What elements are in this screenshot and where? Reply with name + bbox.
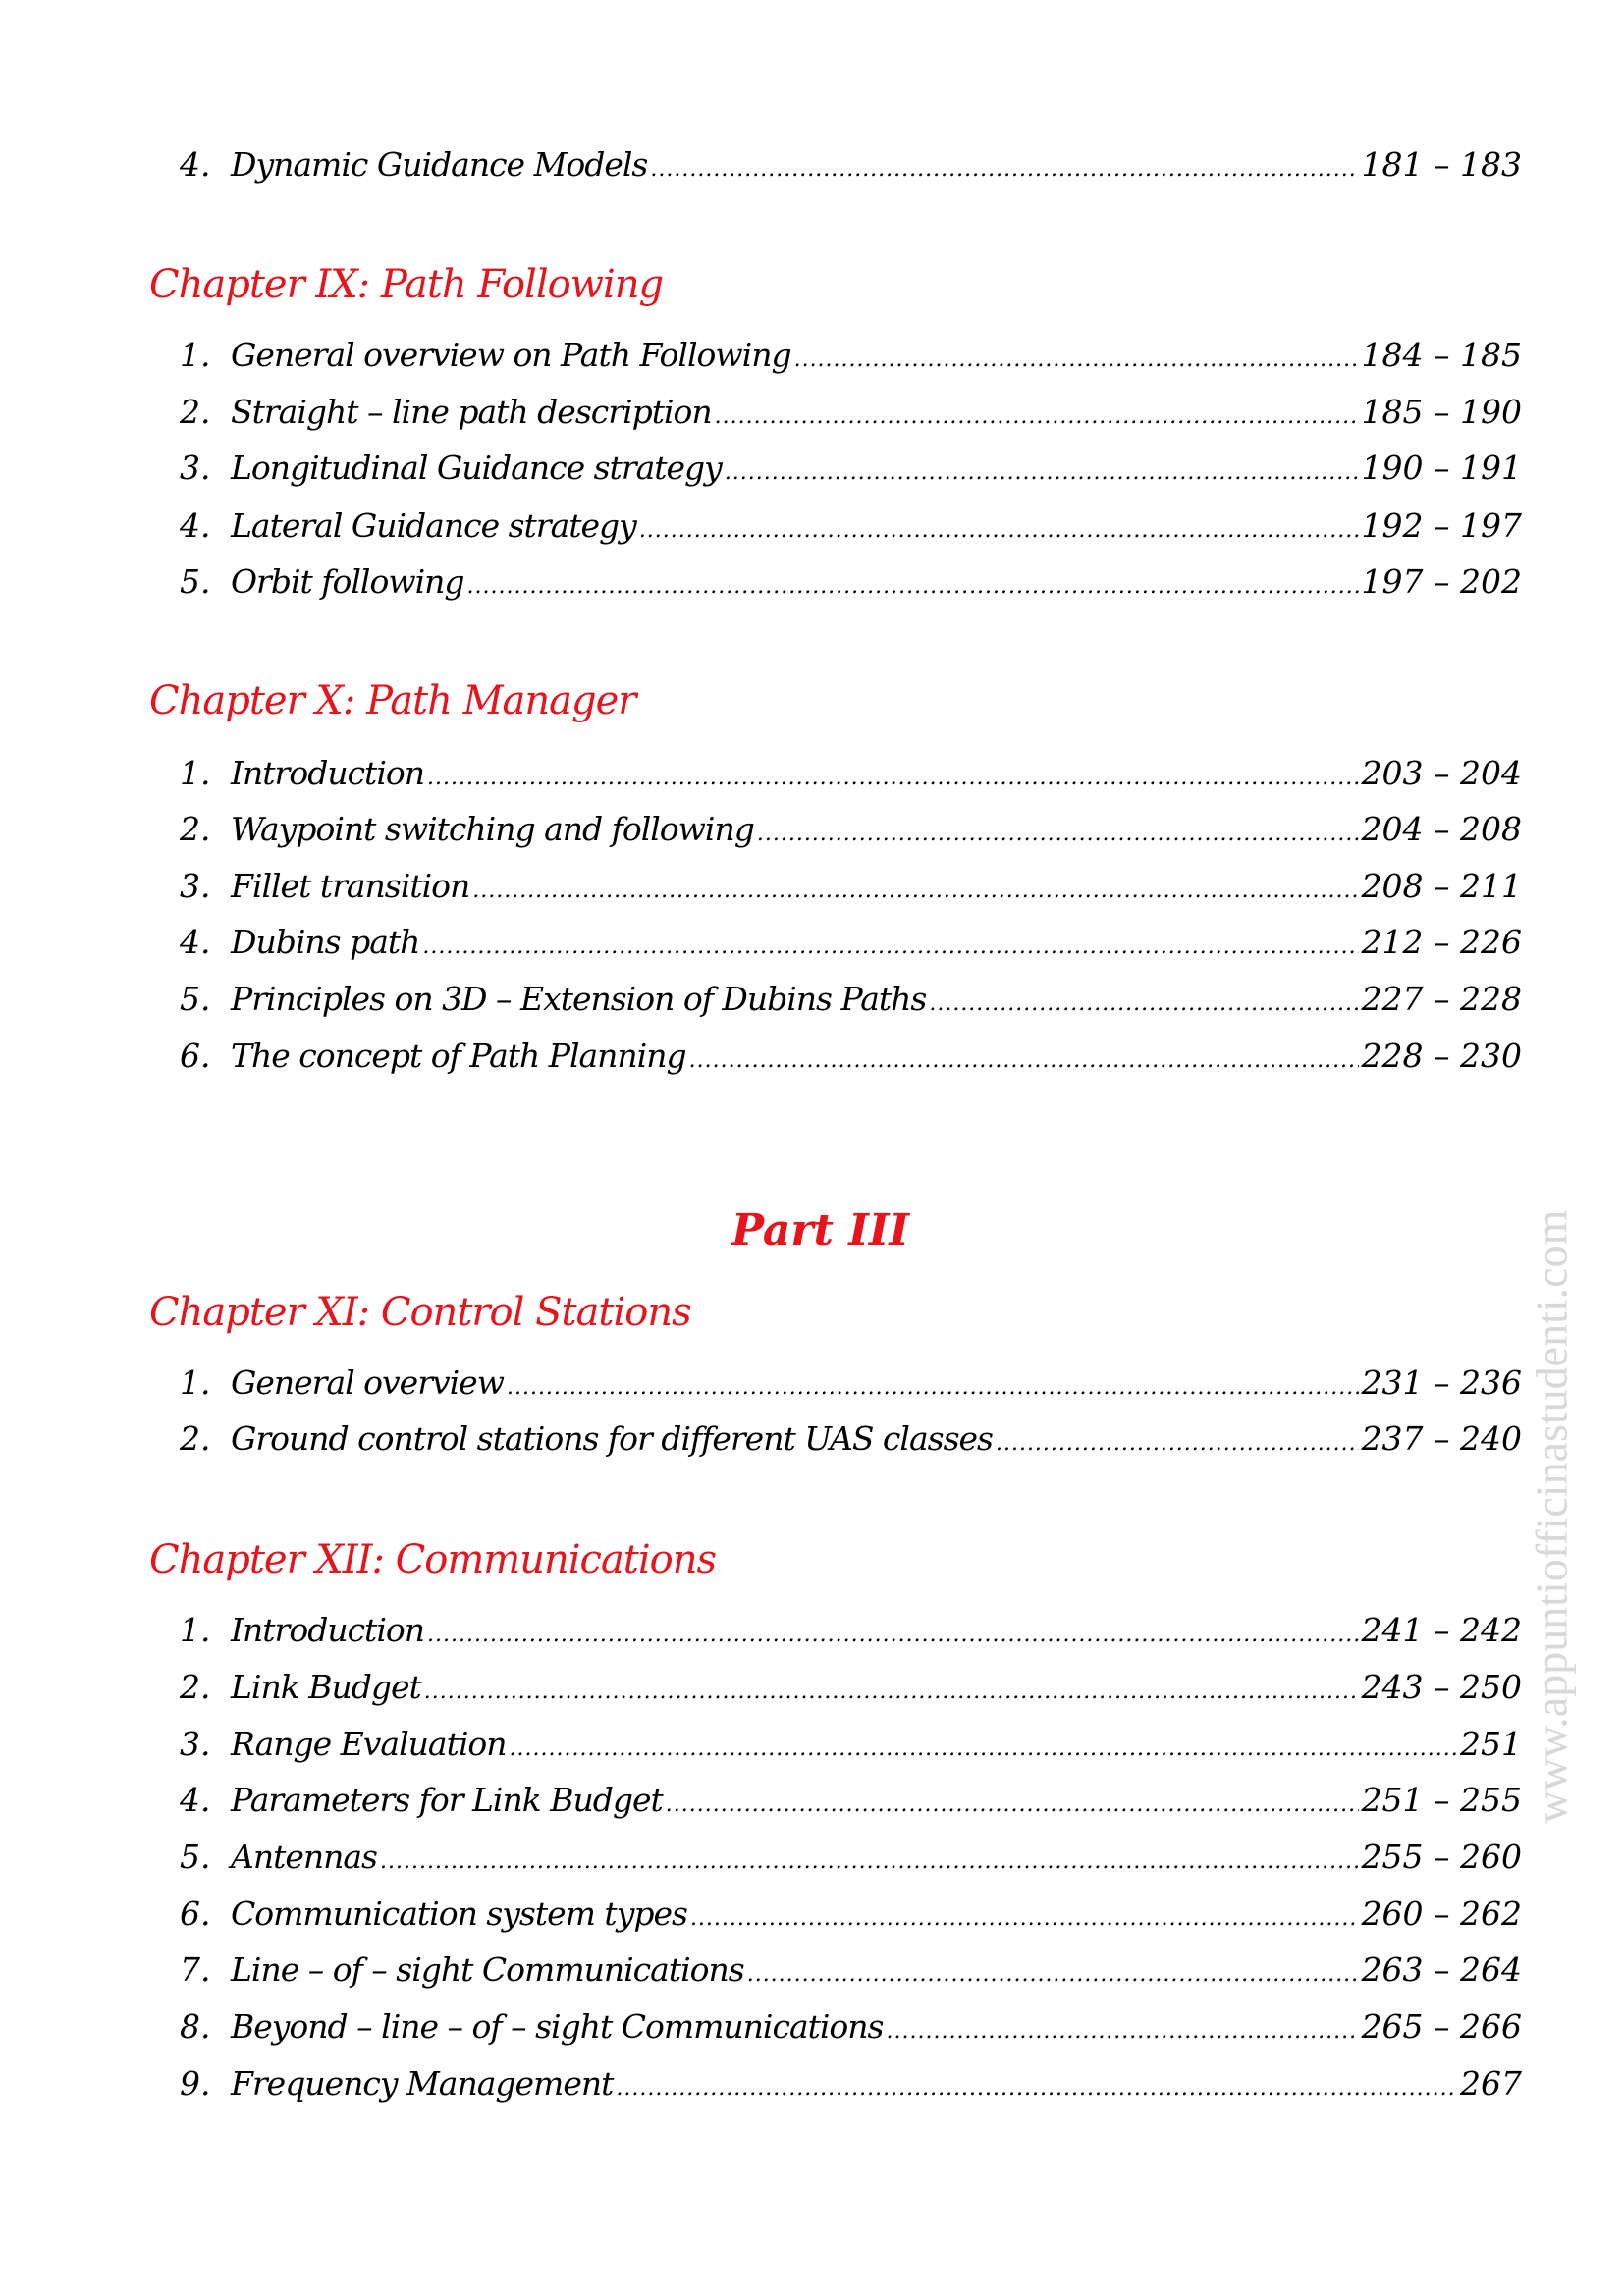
- entry-title: Ground control stations for different UAS classes: [231, 1419, 993, 1458]
- entry-pages: 228 – 230: [1361, 1037, 1522, 1075]
- entry-pages: 251 – 255: [1361, 1781, 1522, 1819]
- dot-leader: [380, 1838, 1359, 1887]
- toc-entry[interactable]: [180, 975, 1522, 1024]
- watermark-text: www.appuntiofficinastudenti.com: [1526, 1209, 1577, 1824]
- dot-leader: [689, 1037, 1359, 1086]
- entry-title: Waypoint switching and following: [231, 810, 754, 848]
- entry-number: 9.: [180, 2064, 211, 2103]
- toc-entry[interactable]: [180, 331, 1522, 380]
- dot-leader: [650, 145, 1358, 194]
- entry-pages: 197 – 202: [1361, 562, 1522, 601]
- dot-leader: [510, 1725, 1457, 1774]
- entry-number: 8.: [180, 2007, 211, 2046]
- toc-entry[interactable]: [180, 388, 1522, 437]
- dot-leader: [996, 1419, 1359, 1468]
- dot-leader: [424, 1668, 1359, 1717]
- entry-pages: 185 – 190: [1361, 393, 1522, 431]
- entry-number: 1.: [180, 754, 211, 792]
- entry-number: 5.: [180, 980, 211, 1018]
- dot-leader: [715, 393, 1359, 442]
- part-heading: Part III: [731, 1205, 909, 1255]
- entry-number: 2.: [180, 393, 211, 431]
- entry-pages: 265 – 266: [1361, 2007, 1522, 2046]
- dot-leader: [666, 1781, 1359, 1830]
- toc-entry[interactable]: [180, 749, 1522, 798]
- entry-title: Lateral Guidance strategy: [231, 507, 636, 545]
- entry-number: 4.: [180, 145, 211, 184]
- chapter-heading: Chapter XI: Control Stations: [149, 1290, 691, 1335]
- dot-leader: [794, 336, 1359, 385]
- entry-number: 5.: [180, 1838, 211, 1876]
- chapter-heading: Chapter IX: Path Following: [149, 262, 664, 307]
- toc-entry[interactable]: [180, 1776, 1522, 1825]
- entry-title: Link Budget: [231, 1668, 421, 1706]
- entry-pages: 204 – 208: [1361, 810, 1522, 848]
- entry-pages: 243 – 250: [1361, 1668, 1522, 1706]
- entry-title: Antennas: [231, 1838, 377, 1876]
- entry-title: Longitudinal Guidance strategy: [231, 449, 722, 487]
- entry-number: 6.: [180, 1037, 211, 1075]
- entry-pages: 203 – 204: [1361, 754, 1522, 792]
- toc-entry[interactable]: [180, 1890, 1522, 1939]
- dot-leader: [747, 1950, 1359, 2000]
- entry-pages: 260 – 262: [1361, 1895, 1522, 1933]
- toc-entry[interactable]: [180, 1833, 1522, 1882]
- entry-title: Orbit following: [231, 562, 464, 601]
- entry-title: Introduction: [231, 1611, 424, 1649]
- entry-pages: 190 – 191: [1361, 449, 1522, 487]
- dot-leader: [639, 507, 1359, 556]
- entry-title: Principles on 3D – Extension of Dubins Paths: [231, 980, 927, 1018]
- toc-entry[interactable]: [180, 1720, 1522, 1769]
- dot-leader: [422, 923, 1358, 972]
- toc-entry[interactable]: [180, 1663, 1522, 1712]
- toc-entry[interactable]: [180, 1606, 1522, 1655]
- entry-number: 2.: [180, 810, 211, 848]
- entry-number: 1.: [180, 1611, 211, 1649]
- entry-pages: 181 – 183: [1361, 145, 1522, 184]
- dot-leader: [467, 562, 1359, 612]
- entry-pages: 184 – 185: [1361, 336, 1522, 374]
- chapter-heading: Chapter XII: Communications: [149, 1537, 717, 1582]
- entry-number: 5.: [180, 562, 211, 601]
- dot-leader: [427, 1611, 1359, 1660]
- toc-entry[interactable]: [180, 558, 1522, 607]
- entry-title: Introduction: [231, 754, 424, 792]
- entry-pages: 237 – 240: [1361, 1419, 1522, 1458]
- dot-leader: [887, 2007, 1359, 2056]
- entry-title: Line – of – sight Communications: [231, 1950, 744, 1989]
- toc-entry[interactable]: [180, 1946, 1522, 1995]
- dot-leader: [472, 867, 1358, 916]
- entry-number: 7.: [180, 1950, 211, 1989]
- dot-leader: [690, 1895, 1359, 1944]
- entry-pages: 267: [1460, 2064, 1522, 2103]
- toc-entry[interactable]: [180, 140, 1522, 189]
- entry-number: 6.: [180, 1895, 211, 1933]
- entry-pages: 231 – 236: [1361, 1363, 1522, 1402]
- entry-number: 4.: [180, 507, 211, 545]
- chapter-heading: Chapter X: Path Manager: [149, 678, 636, 723]
- entry-number: 4.: [180, 923, 211, 961]
- entry-pages: 212 – 226: [1361, 923, 1522, 961]
- entry-title: Communication system types: [231, 1895, 687, 1933]
- toc-entry[interactable]: [180, 918, 1522, 967]
- entry-pages: 192 – 197: [1361, 507, 1522, 545]
- entry-number: 3.: [180, 1725, 211, 1763]
- dot-leader: [616, 2064, 1457, 2113]
- entry-pages: 208 – 211: [1361, 867, 1522, 905]
- entry-number: 3.: [180, 867, 211, 905]
- entry-title: General overview: [231, 1363, 504, 1402]
- toc-entry[interactable]: [180, 1415, 1522, 1464]
- entry-pages: 241 – 242: [1361, 1611, 1522, 1649]
- entry-number: 3.: [180, 449, 211, 487]
- entry-number: 1.: [180, 336, 211, 374]
- entry-title: Fillet transition: [231, 867, 470, 905]
- entry-number: 4.: [180, 1781, 211, 1819]
- entry-title: Dubins path: [231, 923, 420, 961]
- entry-pages: 263 – 264: [1361, 1950, 1522, 1989]
- entry-number: 1.: [180, 1363, 211, 1402]
- toc-entry[interactable]: [180, 444, 1522, 493]
- toc-entry[interactable]: [180, 862, 1522, 911]
- entry-pages: 255 – 260: [1361, 1838, 1522, 1876]
- toc-entry[interactable]: [180, 805, 1522, 854]
- dot-leader: [929, 980, 1358, 1029]
- toc-entry[interactable]: [180, 2059, 1522, 2109]
- entry-number: 2.: [180, 1668, 211, 1706]
- entry-pages: 227 – 228: [1361, 980, 1522, 1018]
- toc-entry[interactable]: [180, 1359, 1522, 1408]
- dot-leader: [725, 449, 1359, 498]
- entry-title: Beyond – line – of – sight Communications: [231, 2007, 884, 2046]
- entry-title: General overview on Path Following: [231, 336, 791, 374]
- entry-title: Range Evaluation: [231, 1725, 507, 1763]
- dot-leader: [507, 1363, 1359, 1413]
- toc-entry[interactable]: [180, 1032, 1522, 1081]
- entry-title: Straight – line path description: [231, 393, 712, 431]
- toc-entry[interactable]: [180, 502, 1522, 551]
- entry-title: The concept of Path Planning: [231, 1037, 686, 1075]
- toc-entry[interactable]: [180, 2002, 1522, 2052]
- entry-title: Dynamic Guidance Models: [231, 145, 648, 184]
- entry-pages: 251: [1460, 1725, 1522, 1763]
- entry-number: 2.: [180, 1419, 211, 1458]
- dot-leader: [427, 754, 1359, 803]
- dot-leader: [757, 810, 1359, 859]
- entry-title: Frequency Management: [231, 2064, 614, 2103]
- entry-title: Parameters for Link Budget: [231, 1781, 663, 1819]
